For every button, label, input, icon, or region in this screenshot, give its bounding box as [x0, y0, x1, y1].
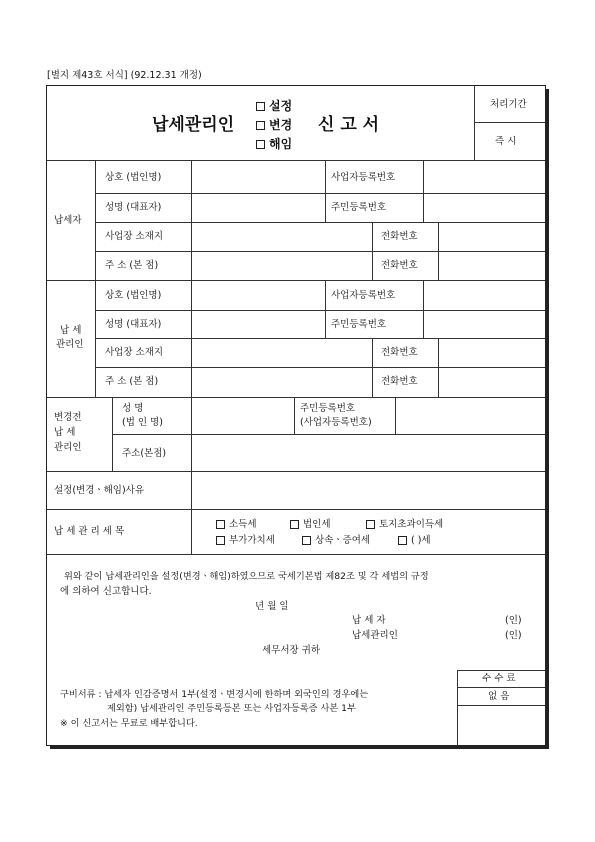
tp-phone2-field[interactable] [439, 252, 544, 279]
mg-phone2-field[interactable] [439, 368, 544, 396]
pm-name-label-2: (법 인 명) [122, 417, 163, 428]
tp-address-field[interactable] [192, 252, 371, 279]
mg-trade-name-field[interactable] [192, 281, 324, 309]
tp-resreg-label: 주민등록번호 [331, 202, 387, 213]
tp-bizreg-field[interactable] [424, 161, 544, 192]
mg-phone1-label: 전화번호 [381, 347, 418, 358]
documents-line-2: 제외함) 납세관리인 주민등록등본 또는 사업자등록증 사본 1부 [107, 703, 356, 714]
declaration-manager-seal: (인) [505, 630, 522, 641]
declaration-date: 년 월 일 [255, 601, 289, 612]
prev-manager-label-3: 관리인 [54, 442, 82, 453]
taxpayer-section-label: 납세자 [54, 215, 82, 226]
option-set[interactable]: 설정 [256, 100, 292, 112]
manager-section-label-2: 관리인 [56, 339, 84, 350]
pm-reg-label-2: (사업자등록번호) [300, 417, 372, 428]
mg-phone1-field[interactable] [439, 339, 544, 366]
mg-bizreg-field[interactable] [424, 281, 544, 309]
mg-col-4 [372, 338, 373, 397]
tax-item-vat[interactable]: 부가가치세 [216, 536, 275, 546]
taxitems-bottom [47, 554, 545, 555]
prev-manager-label-2: 납 세 [54, 427, 76, 438]
checkbox-icon[interactable] [256, 140, 265, 149]
fee-left [457, 670, 458, 746]
fee-bottom [457, 705, 545, 706]
declaration-recipient: 세무서장 귀하 [262, 645, 321, 656]
checkbox-icon[interactable] [216, 520, 225, 529]
tax-item-corporate[interactable]: 법인세 [290, 520, 331, 530]
declaration-line-2: 에 의하여 신고합니다. [60, 586, 152, 597]
fee-value: 없 음 [488, 691, 510, 702]
tp-resreg-field[interactable] [424, 194, 544, 221]
declaration-line-1: 위와 같이 납세관리인을 설정(변경ㆍ해임)하였으므로 국세기본법 제82조 및 각 세법의 규정 [64, 571, 429, 582]
checkbox-icon[interactable] [398, 536, 407, 545]
checkbox-icon[interactable] [366, 520, 375, 529]
mg-bizreg-label: 사업자등록번호 [331, 290, 396, 301]
tp-bizreg-label: 사업자등록번호 [331, 172, 396, 183]
processing-value: 즉 시 [495, 136, 517, 147]
tax-item-inheritance[interactable]: 상속ㆍ증여세 [302, 536, 370, 546]
option-dismiss[interactable]: 해임 [256, 138, 292, 150]
mg-address-field[interactable] [192, 368, 371, 396]
tp-phone1-label: 전화번호 [381, 231, 418, 242]
pm-name-field[interactable] [192, 398, 293, 433]
tax-item-other[interactable]: ( )세 [398, 536, 431, 546]
option-change[interactable]: 변경 [256, 119, 292, 131]
tp-bizaddr-field[interactable] [192, 223, 371, 250]
tp-col-2 [325, 160, 326, 222]
tax-item-land[interactable]: 토지초과이득세 [366, 520, 443, 530]
form-reference: [별지 제43호 서식] (92.12.31 개정) [47, 70, 202, 81]
reason-label: 설정(변경ㆍ해임)사유 [54, 485, 145, 496]
header-divider [474, 86, 475, 160]
documents-line-1: 구비서류 : 납세자 인감증명서 1부(설정ㆍ변경시에 한하며 외국인의 경우에는 [60, 689, 369, 700]
reason-bottom [47, 509, 545, 510]
form-title-suffix: 신 고 서 [318, 115, 380, 135]
tp-phone1-field[interactable] [439, 223, 544, 250]
mg-name-label: 성명 (대표자) [105, 319, 162, 330]
declaration-manager: 납세관리인 [352, 630, 398, 641]
fee-label: 수 수 료 [482, 673, 516, 684]
mg-bizaddr-label: 사업장 소재지 [105, 347, 164, 358]
mg-resreg-label: 주민등록번호 [331, 319, 387, 330]
mg-bizaddr-field[interactable] [192, 339, 371, 366]
tax-items-label: 납 세 관 리 세 목 [54, 526, 125, 537]
pm-address-label: 주소(본점) [122, 448, 167, 459]
checkbox-icon[interactable] [256, 121, 265, 130]
checkbox-icon[interactable] [302, 536, 311, 545]
taxitems-col [191, 509, 192, 554]
checkbox-icon[interactable] [256, 102, 265, 111]
tp-name-label: 성명 (대표자) [105, 202, 162, 213]
checkbox-icon[interactable] [216, 536, 225, 545]
mg-trade-name-label: 상호 (법인명) [105, 290, 162, 301]
tp-name-field[interactable] [192, 194, 324, 221]
processing-divider [474, 122, 545, 123]
pm-reg-field[interactable] [396, 398, 544, 433]
pm-reg-label-1: 주민등록번호 [300, 403, 356, 414]
mg-name-field[interactable] [192, 311, 324, 337]
section-label-divider [95, 160, 96, 397]
fee-mid [457, 687, 545, 688]
mg-address-label: 주 소 (본 점) [105, 376, 159, 387]
declaration-taxpayer-seal: (인) [505, 615, 522, 626]
pm-col-2 [294, 397, 295, 434]
mg-resreg-field[interactable] [424, 311, 544, 337]
tp-trade-name-field[interactable] [192, 161, 324, 192]
tp-bizaddr-label: 사업장 소재지 [105, 231, 164, 242]
checkbox-icon[interactable] [290, 520, 299, 529]
tp-phone2-label: 전화번호 [381, 260, 418, 271]
declaration-taxpayer: 납 세 자 [352, 615, 386, 626]
processing-label: 처리기간 [490, 99, 527, 110]
frame-shadow-bottom [50, 746, 549, 749]
frame-shadow-right [546, 89, 549, 749]
tp-trade-name-label: 상호 (법인명) [105, 172, 162, 183]
manager-section-label-1: 납 세 [60, 325, 82, 336]
form-title: 납세관리인 [152, 115, 235, 135]
mg-phone2-label: 전화번호 [381, 376, 418, 387]
fee-top [457, 670, 545, 671]
tax-item-income[interactable]: 소득세 [216, 520, 257, 530]
mg-col-2 [325, 280, 326, 338]
reason-field[interactable] [192, 472, 544, 508]
documents-note: ※ 이 신고서는 무료로 배부합니다. [60, 718, 198, 729]
tp-col-4 [372, 222, 373, 280]
tp-address-label: 주 소 (본 점) [105, 260, 159, 271]
pm-name-label-1: 성 명 [122, 403, 144, 414]
pm-address-field[interactable] [192, 435, 544, 470]
prev-manager-label-1: 변경전 [54, 412, 82, 423]
